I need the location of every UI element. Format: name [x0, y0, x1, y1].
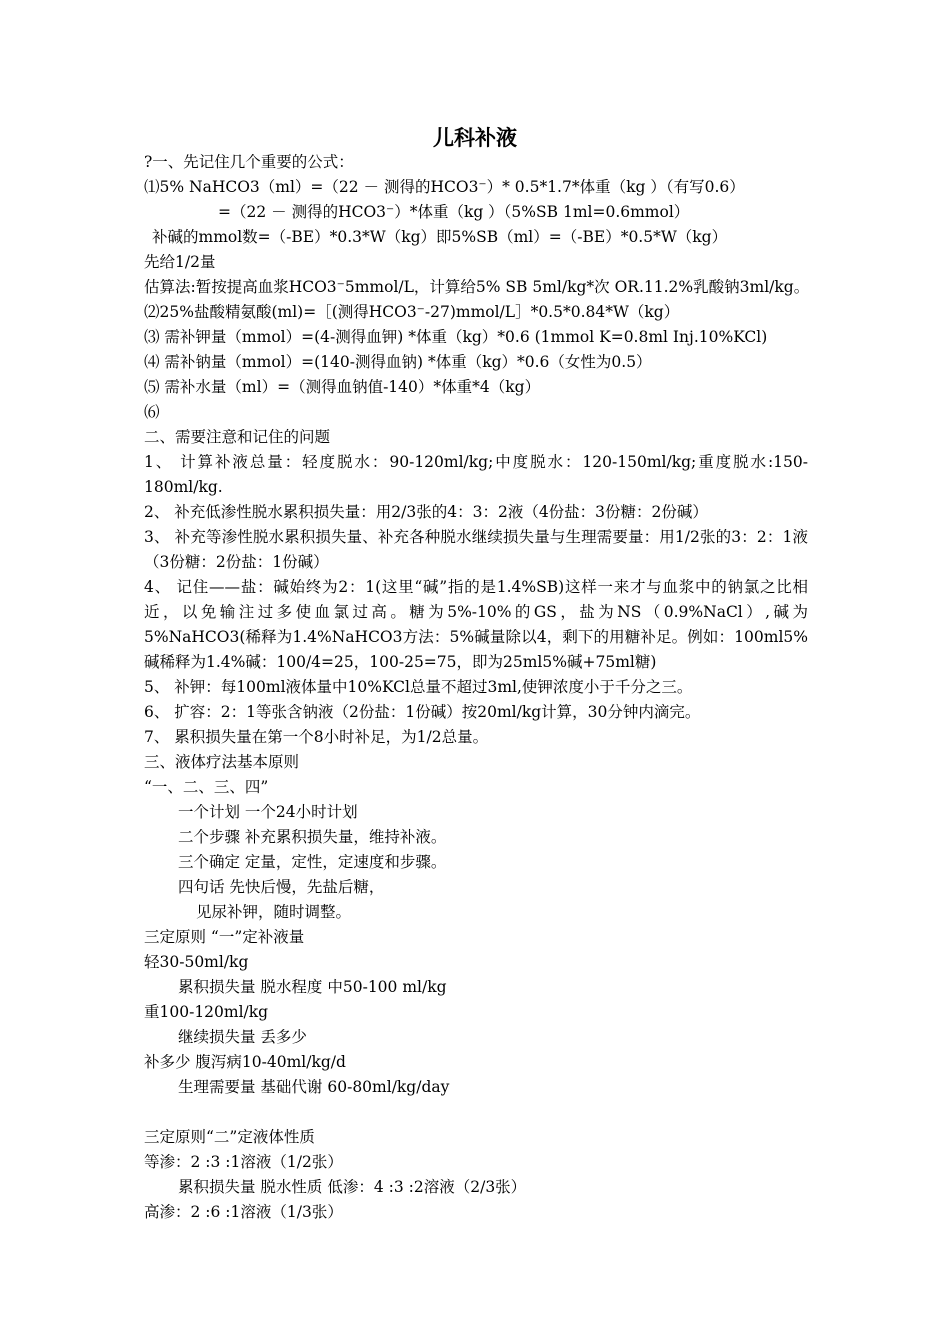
rule-two-heading: 三定原则“二”定液体性质	[144, 1128, 315, 1146]
section-two-heading: 二、需要注意和记住的问题	[144, 428, 331, 446]
note-item-7: 7、 累积损失量在第一个8小时补足，为1/2总量。	[144, 728, 489, 746]
note-item-2: 2、 补充低渗性脱水累积损失量：用2/3张的4：3：2液（4份盐：3份糖：2份碱）	[144, 503, 708, 521]
document-title: 儿科补液	[433, 126, 517, 150]
formula-half-dose: 先给1/2量	[144, 253, 216, 271]
formula-sodium: ⑷ 需补钠量（mmol）=(140-测得血钠) *体重（kg）*0.6（女性为0.5）	[144, 353, 652, 371]
nature-isotonic: 等渗：2 :3 :1溶液（1/2张）	[144, 1153, 343, 1171]
volume-physiological: 生理需要量 基础代谢 60-80ml/kg/day	[178, 1078, 450, 1096]
principle-phrases-cont: 见尿补钾，随时调整。	[196, 903, 352, 921]
volume-cumulative: 累积损失量 脱水程度 中50-100 ml/kg	[178, 978, 447, 996]
nature-hypertonic: 高渗：2 :6 :1溶液（1/3张）	[144, 1203, 343, 1221]
rule-one-heading: 三定原则 “一”定补液量	[144, 928, 305, 946]
formula-arginine: ⑵25%盐酸精氨酸(ml)=［(测得HCO3⁻-27)mmol/L］*0.5*0.84*W（kg）	[144, 303, 680, 321]
note-item-3: 3、 补充等渗性脱水累积损失量、补充各种脱水继续损失量与生理需要量：用1/2张的3：2：1液（3份糖：2份盐：1份碱）	[144, 528, 808, 571]
volume-continuing: 继续损失量 丢多少	[178, 1028, 307, 1046]
principle-determine: 三个确定 定量，定性，定速度和步骤。	[178, 853, 447, 871]
section-three-heading: 三、液体疗法基本原则	[144, 753, 300, 771]
formula-six: ⑹	[144, 403, 160, 421]
formula-nahco3: ⑴5% NaHCO3（ml）=（22 － 测得的HCO3⁻）* 0.5*1.7*体重（kg ）（有写0.6）	[144, 178, 745, 196]
formula-water: ⑸ 需补水量（ml）=（测得血钠值-140）*体重*4（kg）	[144, 378, 541, 396]
principle-summary: “一、二、三、四”	[144, 778, 269, 796]
blank-line	[144, 1100, 808, 1125]
principle-phrases: 四句话 先快后慢，先盐后糖，	[178, 878, 385, 896]
note-item-1: 1、 计算补液总量：轻度脱水：90-120ml/kg;中度脱水：120-150ml/kg;重度脱水:150-180ml/kg.	[144, 453, 808, 496]
volume-mild: 轻30-50ml/kg	[144, 953, 249, 971]
principle-steps: 二个步骤 补充累积损失量，维持补液。	[178, 828, 447, 846]
document-body	[144, 150, 808, 1225]
note-item-4: 4、 记住——盐：碱始终为2：1(这里“碱”指的是1.4%SB)这样一来才与血浆中的钠氯之比相近，以免输注过多使血氯过高。糖为5%-10%的GS，盐为NS（0.9%NaCl）,碱为5%NaHCO3(稀释为1.4%NaHCO3方法：5%碱量除以4，剩下的用糖补足。例如：100ml5%碱稀释为1.4%碱：100/4=25，100-25=75，即为25ml5%碱+75ml糖)	[144, 578, 808, 671]
formula-estimate: 估算法:暂按提高血浆HCO3⁻5mmol/L，计算给5% SB 5ml/kg*次 OR.11.2%乳酸钠3ml/kg。	[144, 278, 810, 296]
formula-base-mmol: 补碱的mmol数=（-BE）*0.3*W（kg）即5%SB（ml）=（-BE）*0.5*W（kg）	[152, 228, 728, 246]
note-item-5: 5、 补钾：每100ml液体量中10%KCl总量不超过3ml,使钾浓度小于千分之三。	[144, 678, 693, 696]
nature-hypotonic: 累积损失量 脱水性质 低渗：4 :3 :2溶液（2/3张）	[178, 1178, 527, 1196]
note-item-6: 6、 扩容：2：1等张含钠液（2份盐：1份碱）按20ml/kg计算，30分钟内滴完。	[144, 703, 701, 721]
formula-nahco3-alt: =（22 － 测得的HCO3⁻）*体重（kg ）（5%SB 1ml=0.6mmol）	[218, 203, 690, 221]
principle-plan: 一个计划 一个24小时计划	[178, 803, 358, 821]
section-one-heading: ?一、先记住几个重要的公式：	[144, 153, 354, 171]
volume-diarrhea: 补多少 腹泻病10-40ml/kg/d	[144, 1053, 346, 1071]
volume-severe: 重100-120ml/kg	[144, 1003, 269, 1021]
formula-potassium: ⑶ 需补钾量（mmol）=(4-测得血钾) *体重（kg）*0.6 (1mmol K=0.8ml Inj.10%KCl)	[144, 328, 768, 346]
